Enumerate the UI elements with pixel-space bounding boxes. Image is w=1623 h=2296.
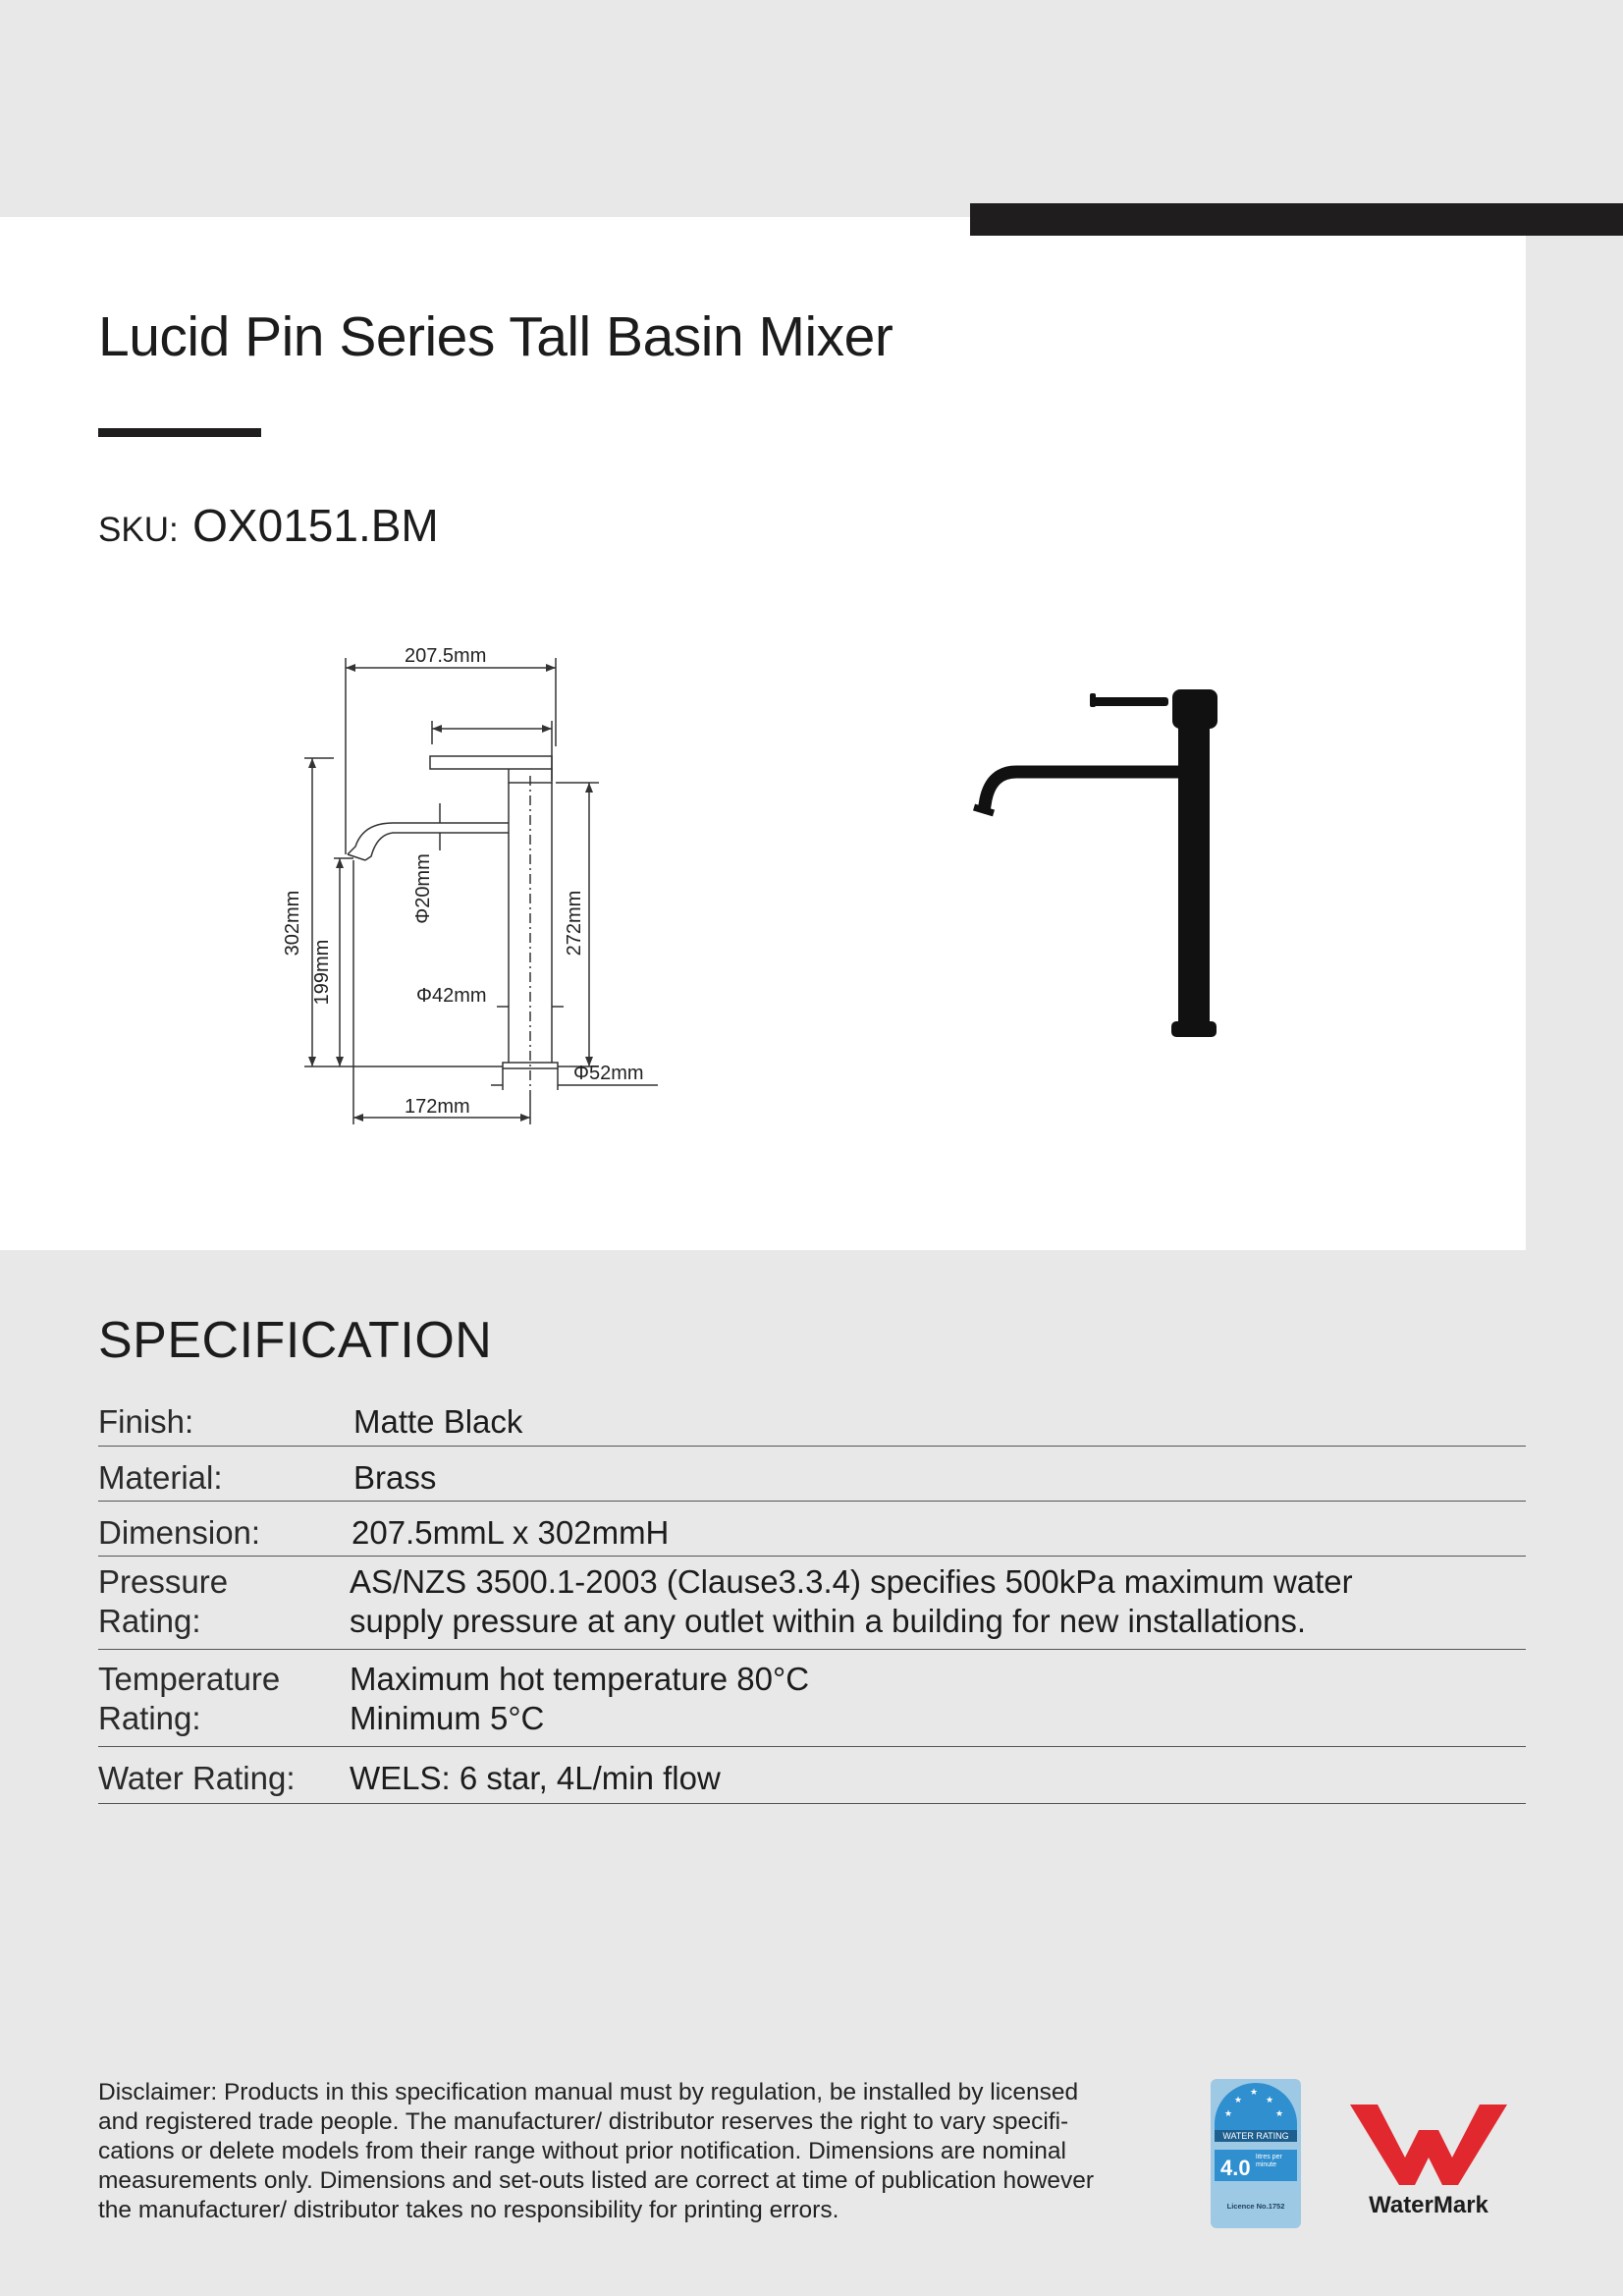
spec-value [350, 1660, 1526, 1738]
spec-label-line: Temperature [98, 1661, 281, 1697]
spec-value [350, 1759, 1526, 1798]
spec-label [98, 1562, 324, 1641]
header-accent-bar [970, 203, 1623, 236]
spec-row-pressure-rating [98, 1557, 1526, 1650]
wels-rating-title: WATER RATING [1222, 2131, 1289, 2141]
product-photo [972, 678, 1247, 1090]
disclaimer-line: cations or delete models from their range without prior notification. Dimensions are nominal [98, 2138, 1066, 2164]
star-icon: ★ [1234, 2096, 1243, 2105]
product-panel [0, 217, 1526, 1250]
star-icon: ★ [1266, 2096, 1274, 2105]
watermark-logo [1348, 2097, 1510, 2224]
dim-spout-height: 199mm [311, 939, 333, 1006]
product-title: Lucid Pin Series Tall Basin Mixer [98, 305, 893, 368]
sku-line [98, 499, 439, 552]
spec-label [98, 1660, 304, 1738]
wels-licence: Licence No.1752 [1226, 2202, 1285, 2211]
spec-value-line: Matte Black [353, 1403, 523, 1440]
spec-label-line: Pressure [98, 1563, 229, 1600]
spec-label: Finish: [98, 1403, 194, 1440]
title-underline [98, 428, 261, 437]
spec-value-line: WELS: 6 star, 4L/min flow [350, 1760, 721, 1796]
spec-row-water-rating [98, 1747, 1526, 1804]
spec-value [350, 1562, 1526, 1641]
spec-label-line: Rating: [98, 1700, 201, 1736]
wels-water-rating-badge [1211, 2079, 1301, 2228]
spec-value-line: 207.5mmL x 302mmH [352, 1514, 670, 1551]
disclaimer-line: measurements only. Dimensions and set-outs listed are correct at time of publication however [98, 2167, 1095, 2194]
sku-label: SKU: [98, 511, 179, 549]
watermark-w-icon [1348, 2097, 1510, 2219]
spec-label: Water Rating: [98, 1760, 296, 1796]
spec-value [350, 1402, 1526, 1442]
star-icon: ★ [1275, 2109, 1284, 2119]
watermark-wordmark: WaterMark [1369, 2192, 1488, 2218]
spec-row-finish [98, 1399, 1526, 1447]
specification-heading: SPECIFICATION [98, 1312, 493, 1369]
dim-spout-reach: 172mm [405, 1096, 470, 1118]
spec-value-line: AS/NZS 3500.1-2003 (Clause3.3.4) specifies 500kPa maximum water [350, 1563, 1353, 1600]
star-icon: ★ [1250, 2088, 1259, 2098]
spec-row-dimension [98, 1502, 1526, 1557]
spec-value-line: supply pressure at any outlet within a building for new installations. [350, 1603, 1307, 1639]
spec-value-line: Maximum hot temperature 80°C [350, 1661, 810, 1697]
dimension-drawing [265, 629, 677, 1139]
disclaimer [98, 2078, 1178, 2225]
dim-overall-width: 207.5mm [405, 645, 487, 667]
spec-value-line: Brass [353, 1459, 437, 1496]
spec-label-line: Rating: [98, 1603, 201, 1639]
spec-label: Dimension: [98, 1514, 261, 1551]
spec-label: Material: [98, 1459, 223, 1496]
dim-body-height: 272mm [564, 890, 585, 957]
star-icon: ★ [1224, 2109, 1233, 2119]
spec-value [350, 1458, 1526, 1498]
disclaimer-line: and registered trade people. The manufacturer/ distributor reserves the right to vary specifi- [98, 2108, 1069, 2135]
sku-value: OX0151.BM [192, 500, 439, 551]
specification-table [98, 1399, 1526, 1804]
disclaimer-line: the manufacturer/ distributor takes no responsibility for printing errors. [98, 2197, 839, 2223]
spec-value-line: Minimum 5°C [350, 1700, 545, 1736]
dim-body-diameter: Φ42mm [416, 985, 487, 1007]
dim-base-diameter: Φ52mm [573, 1063, 644, 1084]
wels-rating-unit: litres per minute [1256, 2154, 1282, 2168]
spec-value [350, 1513, 1526, 1553]
dim-spout-diameter: Φ20mm [412, 853, 434, 924]
spec-row-temperature-rating [98, 1650, 1526, 1747]
wels-rating-value: 4.0 [1220, 2156, 1251, 2180]
spec-row-material [98, 1447, 1526, 1502]
disclaimer-line: Disclaimer: Products in this specification manual must by regulation, be installed by licensed [98, 2079, 1079, 2105]
dim-overall-height: 302mm [282, 890, 303, 957]
